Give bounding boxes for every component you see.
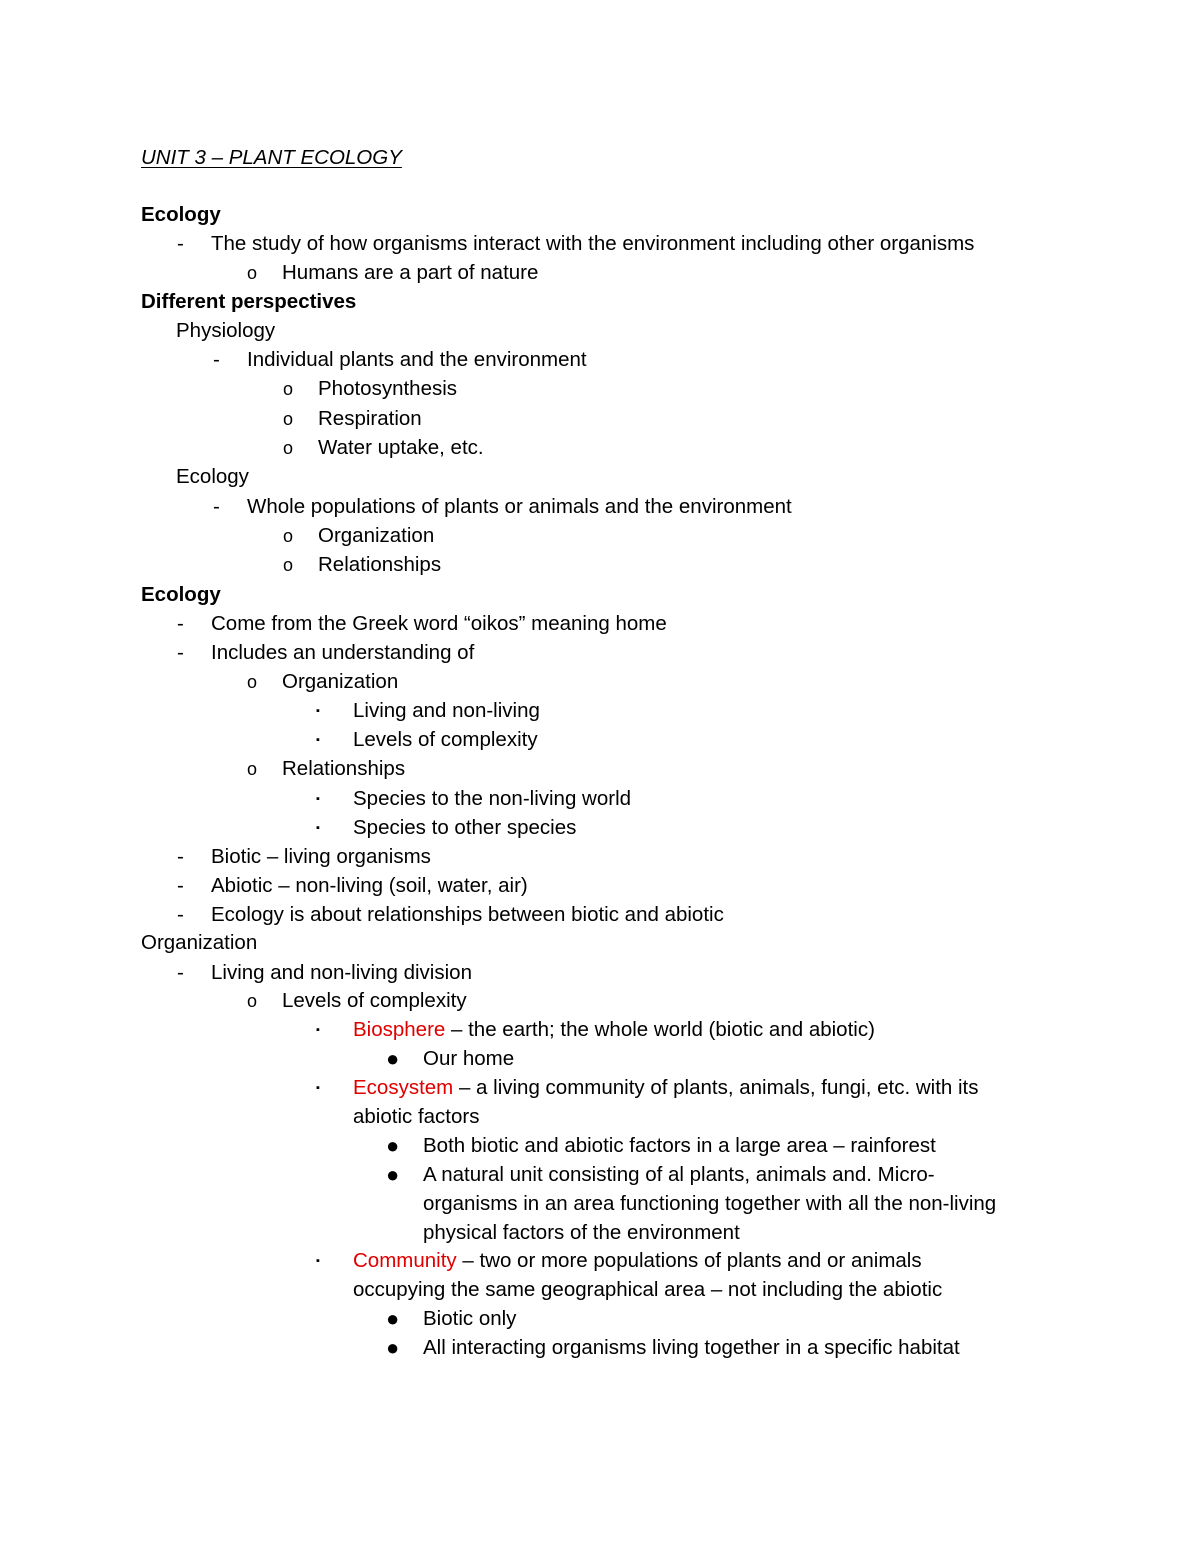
definition-text: – a living community of plants, animals, fungi, etc. with its [453,1076,979,1099]
list-item: Levels of complexity [282,989,467,1012]
list-item: Includes an understanding of [211,641,475,664]
list-item: Species to other species [353,816,577,839]
circle-marker: o [283,379,294,399]
list-item: Abiotic – non-living (soil, water, air) [211,874,528,897]
heading-ecology: Ecology [141,203,221,226]
list-item: Biotic only [423,1307,517,1330]
list-item: Levels of complexity [353,728,538,751]
square-marker: ▪ [316,705,320,717]
dash-marker: - [177,612,184,635]
circle-marker: o [247,991,258,1011]
bullet-marker: ● [386,1335,400,1360]
heading-ecology: Ecology [141,583,221,606]
heading-different-perspectives: Different perspectives [141,290,357,313]
dash-marker: - [177,903,184,926]
list-item: Respiration [318,407,422,430]
dash-marker: - [177,845,184,868]
square-marker: ▪ [316,822,320,834]
list-item [353,1017,875,1043]
dash-marker: - [177,961,184,984]
circle-marker: o [283,409,294,429]
list-item: Both biotic and abiotic factors in a large area – rainforest [423,1134,936,1157]
square-marker: ▪ [316,734,320,746]
list-item: Water uptake, etc. [318,436,484,459]
list-item: Our home [423,1047,515,1070]
circle-marker: o [247,263,258,283]
list-item-continuation: organisms in an area functioning together with all the non-living [423,1192,997,1215]
list-item [353,1248,922,1274]
subheading-ecology: Ecology [176,465,249,488]
list-item-continuation: occupying the same geographical area – not including the abiotic [353,1278,943,1301]
list-item: Organization [282,670,399,693]
bullet-marker: ● [386,1162,400,1187]
dash-marker: - [177,232,184,255]
heading-organization: Organization [141,931,258,954]
circle-marker: o [247,672,258,692]
list-item: Individual plants and the environment [247,348,587,371]
term-community: Community [353,1249,457,1272]
list-item: Photosynthesis [318,377,458,400]
circle-marker: o [283,438,294,458]
bullet-marker: ● [386,1306,400,1331]
dash-marker: - [213,495,220,518]
list-item: Whole populations of plants or animals and the environment [247,495,792,518]
square-marker: ▪ [316,1255,320,1267]
list-item: Living and non-living [353,699,540,722]
bullet-marker: ● [386,1133,400,1158]
list-item: All interacting organisms living together in a specific habitat [423,1336,960,1359]
circle-marker: o [283,555,294,575]
document-title: UNIT 3 – PLANT ECOLOGY [141,146,402,169]
bullet-marker: ● [386,1046,400,1071]
term-ecosystem: Ecosystem [353,1076,454,1099]
list-item: A natural unit consisting of al plants, animals and. Micro- [423,1163,935,1186]
list-item: Relationships [318,553,442,576]
list-item: The study of how organisms interact with the environment including other organisms [211,232,975,255]
square-marker: ▪ [316,1082,320,1094]
subheading-physiology: Physiology [176,319,276,342]
list-item: Species to the non-living world [353,787,632,810]
list-item: Living and non-living division [211,961,472,984]
definition-text: – two or more populations of plants and or animals [456,1249,922,1272]
circle-marker: o [283,526,294,546]
dash-marker: - [213,348,220,371]
square-marker: ▪ [316,793,320,805]
circle-marker: o [247,759,258,779]
definition-text: – the earth; the whole world (biotic and abiotic) [445,1018,875,1041]
list-item-continuation: physical factors of the environment [423,1221,740,1244]
term-biosphere: Biosphere [353,1018,446,1041]
dash-marker: - [177,874,184,897]
list-item: Ecology is about relationships between biotic and abiotic [211,903,724,926]
square-marker: ▪ [316,1024,320,1036]
list-item-continuation: abiotic factors [353,1105,480,1128]
list-item [353,1075,979,1101]
dash-marker: - [177,641,184,664]
list-item: Organization [318,524,435,547]
list-item: Biotic – living organisms [211,845,431,868]
list-item: Come from the Greek word “oikos” meaning home [211,612,667,635]
list-item: Relationships [282,757,406,780]
list-item: Humans are a part of nature [282,261,539,284]
